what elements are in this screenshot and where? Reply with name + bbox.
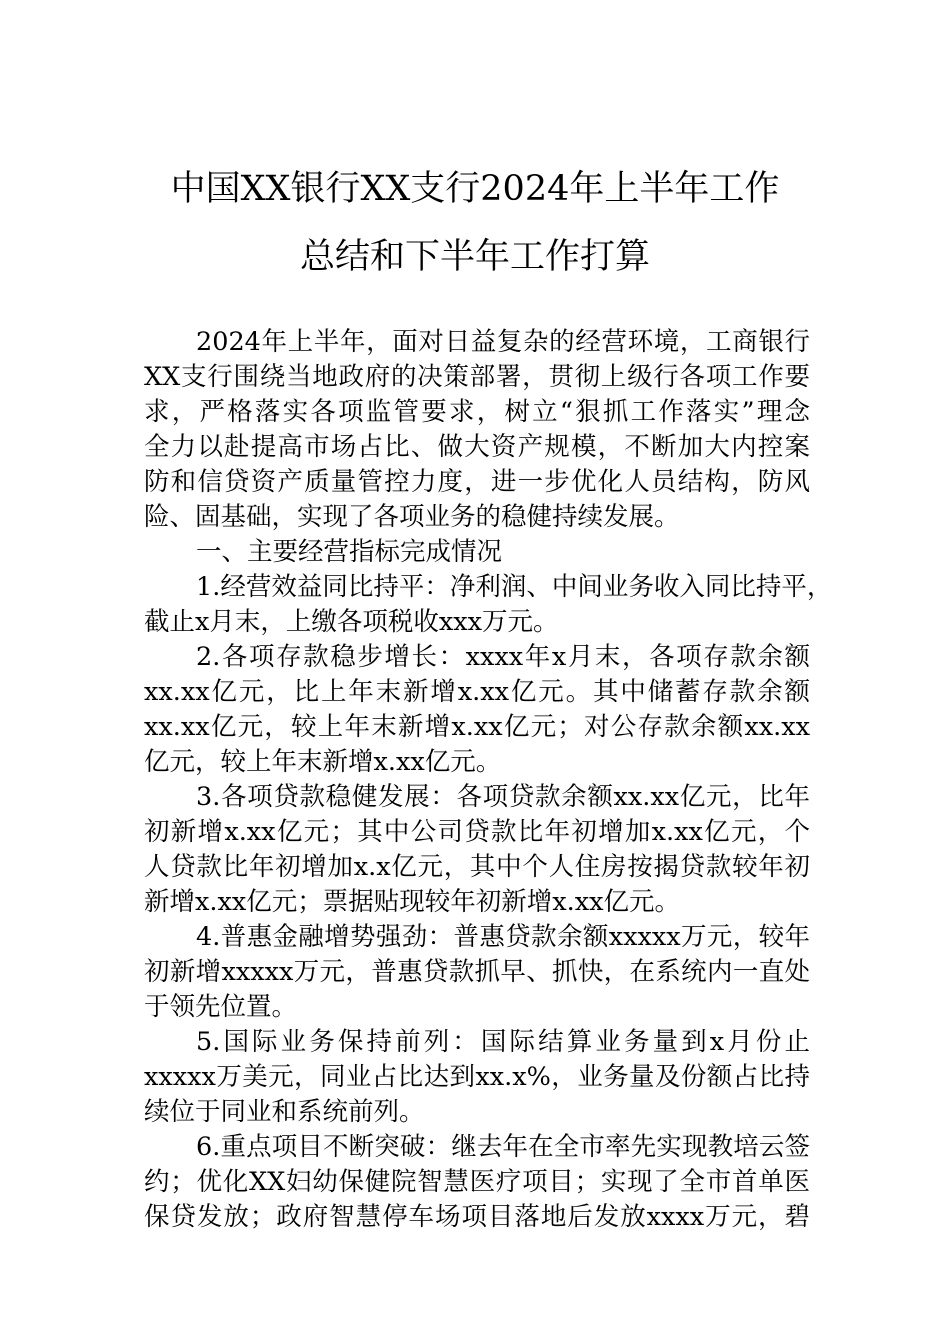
paragraph-line: xx.xx亿元，比上年末新增x.xx亿元。其中储蓄存款余额	[144, 677, 810, 707]
paragraph-line: 截止x月末，上缴各项税收xxx万元。	[144, 607, 559, 637]
paragraph-line: xxxxx万美元，同业占比达到xx.x%，业务量及份额占比持	[144, 1062, 810, 1092]
paragraph-line: 初新增xxxxx万元，普惠贷款抓早、抓快，在系统内一直处	[144, 957, 810, 987]
section-heading: 一、主要经营指标完成情况	[196, 537, 503, 567]
paragraph-line: 防和信贷资产质量管控力度，进一步优化人员结构，防风	[144, 467, 810, 497]
paragraph-line: 求，严格落实各项监管要求，树立“狠抓工作落实”理念	[144, 397, 810, 427]
paragraph-line: 1.经营效益同比持平：净利润、中间业务收入同比持平，	[196, 572, 833, 602]
paragraph-line: 新增x.xx亿元；票据贴现较年初新增x.xx亿元。	[144, 887, 680, 917]
paragraph-line: 保贷发放；政府智慧停车场项目落地后发放xxxx万元，碧	[144, 1202, 810, 1232]
paragraph-line: 4.普惠金融增势强劲：普惠贷款余额xxxxx万元，较年	[196, 922, 810, 952]
paragraph-line: 5.国际业务保持前列：国际结算业务量到x月份止	[196, 1027, 810, 1057]
paragraph-line: 亿元，较上年末新增x.xx亿元。	[144, 747, 502, 777]
paragraph-line: 险、固基础，实现了各项业务的稳健持续发展。	[144, 502, 680, 532]
paragraph-line: 3.各项贷款稳健发展：各项贷款余额xx.xx亿元，比年	[196, 782, 810, 812]
paragraph-line: 于领先位置。	[144, 992, 298, 1022]
paragraph-line: 6.重点项目不断突破：继去年在全市率先实现教培云签	[196, 1132, 810, 1162]
paragraph-line: 约；优化XX妇幼保健院智慧医疗项目；实现了全市首单医	[144, 1167, 810, 1197]
paragraph-line: XX支行围绕当地政府的决策部署，贯彻上级行各项工作要	[144, 362, 810, 392]
paragraph-line: 2024年上半年，面对日益复杂的经营环境，工商银行	[196, 327, 810, 357]
paragraph-line: 初新增x.xx亿元；其中公司贷款比年初增加x.xx亿元，个	[144, 817, 810, 847]
paragraph-line: 2.各项存款稳步增长：xxxx年x月末，各项存款余额	[196, 642, 810, 672]
document-title-line-1: 中国XX银行XX支行2024年上半年工作	[170, 169, 780, 209]
paragraph-line: 续位于同业和系统前列。	[144, 1097, 425, 1127]
paragraph-line: xx.xx亿元，较上年末新增x.xx亿元；对公存款余额xx.xx	[144, 712, 810, 742]
paragraph-line: 全力以赴提高市场占比、做大资产规模，不断加大内控案	[144, 432, 810, 462]
document-title-line-2: 总结和下半年工作打算	[299, 237, 650, 277]
paragraph-line: 人贷款比年初增加x.x亿元，其中个人住房按揭贷款较年初	[144, 852, 810, 882]
